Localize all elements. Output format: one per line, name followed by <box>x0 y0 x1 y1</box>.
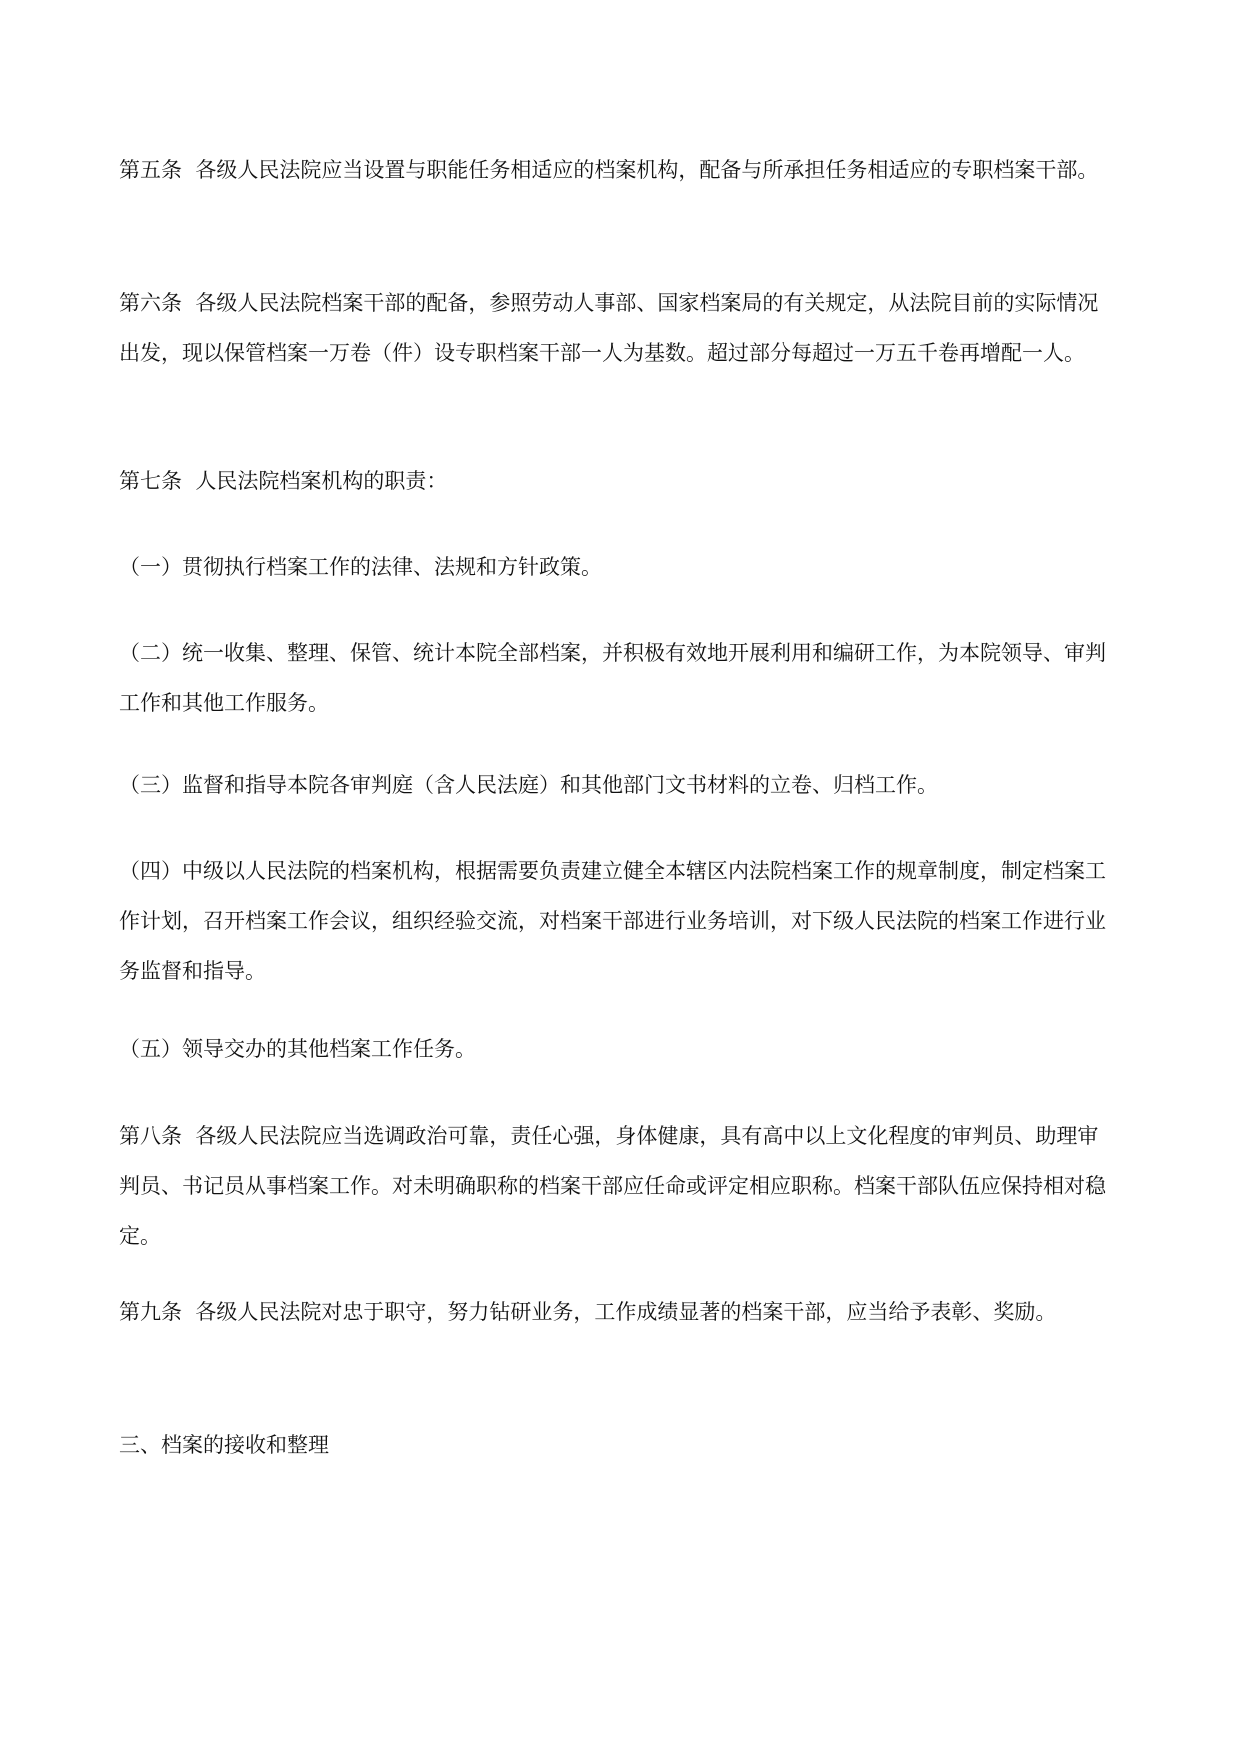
article-5: 第五条 各级人民法院应当设置与职能任务相适应的档案机构，配备与所承担任务相适应的专职档案干部。 <box>119 158 1099 182</box>
section-heading: 三、档案的接收和整理 <box>119 1433 329 1457</box>
article-6: 第六条 各级人民法院档案干部的配备，参照劳动人事部、国家档案局的有关规定，从法院目前的实际情况出发，现以保管档案一万卷（件）设专职档案干部一人为基数。超过部分每超过一万五千卷再增配一人。 <box>119 291 1099 365</box>
duty-item-4: （四）中级以人民法院的档案机构，根据需要负责建立健全本辖区内法院档案工作的规章制度，制定档案工作计划，召开档案工作会议，组织经验交流，对档案干部进行业务培训，对下级人民法院的档案工作进行业务监督和指导。 <box>119 859 1106 983</box>
article-9: 第九条 各级人民法院对忠于职守，努力钻研业务，工作成绩显著的档案干部，应当给予表彰、奖励。 <box>119 1300 1057 1324</box>
article-7: 第七条 人民法院档案机构的职责： <box>119 469 448 493</box>
article-8: 第八条 各级人民法院应当选调政治可靠，责任心强，身体健康，具有高中以上文化程度的审判员、助理审判员、书记员从事档案工作。对未明确职称的档案干部应任命或评定相应职称。档案干部队伍应保持相对稳定。 <box>119 1124 1106 1248</box>
duty-item-5: （五）领导交办的其他档案工作任务。 <box>119 1037 476 1061</box>
duty-item-1: （一）贯彻执行档案工作的法律、法规和方针政策。 <box>119 555 602 579</box>
duty-item-2: （二）统一收集、整理、保管、统计本院全部档案，并积极有效地开展利用和编研工作，为本院领导、审判工作和其他工作服务。 <box>119 641 1106 715</box>
duty-item-3: （三）监督和指导本院各审判庭（含人民法庭）和其他部门文书材料的立卷、归档工作。 <box>119 773 938 797</box>
